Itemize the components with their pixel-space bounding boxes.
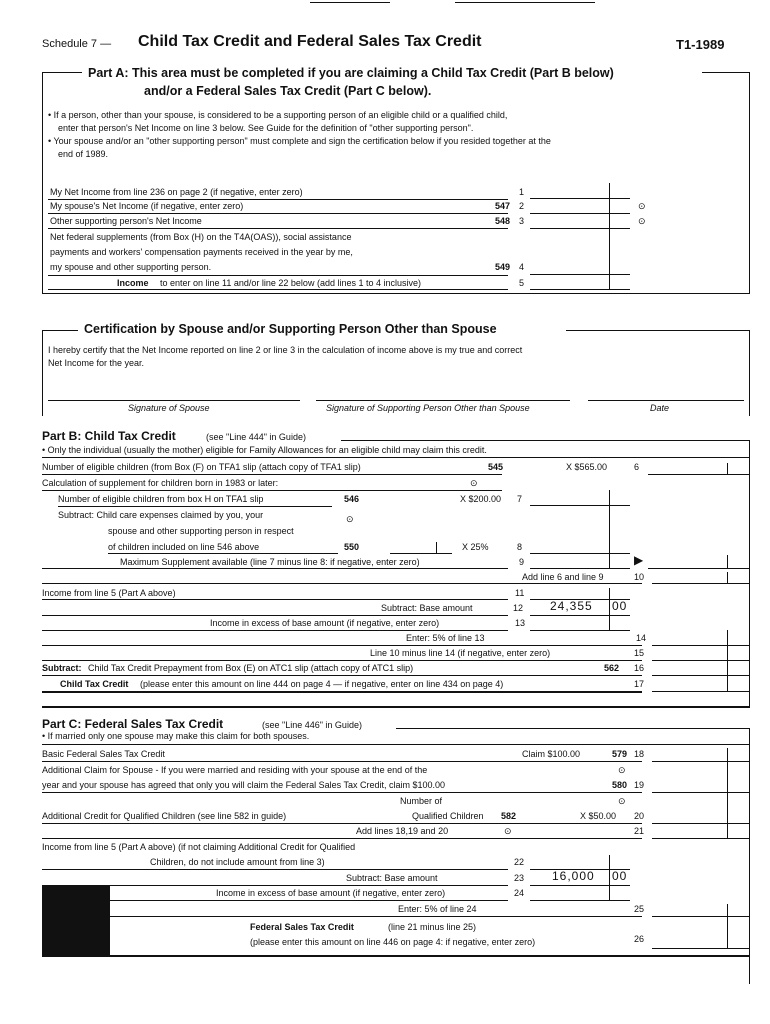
line-24-label: Income in excess of base amount (if negative, enter zero) bbox=[216, 888, 446, 898]
code-582: 582 bbox=[501, 811, 517, 821]
line-19-field[interactable] bbox=[652, 792, 750, 793]
rule bbox=[341, 440, 750, 441]
line-24-field[interactable] bbox=[530, 900, 630, 901]
rule bbox=[749, 440, 750, 707]
rule bbox=[42, 457, 750, 458]
part-a-bullet: enter that person's Net Income on line 3 below. See Guide for the definition of "other supporting person". bbox=[58, 123, 474, 133]
rule bbox=[42, 660, 642, 661]
rule bbox=[648, 568, 750, 569]
line-number: 26 bbox=[634, 934, 645, 944]
line-7-rate: X $200.00 bbox=[460, 494, 502, 504]
line-2-field[interactable] bbox=[530, 213, 630, 214]
line-number: 11 bbox=[515, 588, 525, 598]
line-1-label: My Net Income from line 236 on page 2 (if negative, enter zero) bbox=[50, 187, 303, 197]
line-6-label: Number of eligible children (from Box (F) on TFA1 slip (attach copy of TFA1 slip) bbox=[42, 462, 361, 472]
line-25-label: Enter: 5% of line 24 bbox=[398, 904, 477, 914]
other-signature-field[interactable] bbox=[316, 400, 570, 401]
shaded-block bbox=[42, 885, 110, 956]
code-548: 548 bbox=[495, 216, 511, 226]
rule bbox=[42, 838, 642, 839]
rule bbox=[42, 645, 642, 646]
circle-marker-icon: ⊙ bbox=[346, 514, 354, 524]
line-number: 18 bbox=[634, 749, 645, 759]
line-number: 20 bbox=[634, 811, 645, 821]
rule bbox=[566, 330, 750, 331]
rule bbox=[48, 275, 508, 276]
line-number: 25 bbox=[634, 904, 645, 914]
line-number: 19 bbox=[634, 780, 645, 790]
top-rule bbox=[310, 2, 390, 3]
cents-divider bbox=[609, 183, 610, 290]
rule bbox=[48, 199, 508, 200]
rule bbox=[42, 630, 508, 631]
line-5-label: to enter on line 11 and/or line 22 below (add lines 1 to 4 inclusive) bbox=[160, 278, 421, 288]
line-26-label: (please enter this amount on line 446 on page 4: if negative, enter zero) bbox=[250, 937, 536, 947]
circle-marker-icon: ⊙ bbox=[504, 826, 512, 836]
code-549: 549 bbox=[495, 262, 511, 272]
rule bbox=[42, 330, 78, 331]
line-9-label: Maximum Supplement available (line 7 minus line 8: if negative, enter zero) bbox=[120, 557, 420, 567]
line-18-label: Basic Federal Sales Tax Credit bbox=[42, 749, 165, 759]
cents-divider bbox=[609, 490, 610, 569]
line-number: 7 bbox=[517, 494, 523, 504]
line-17-bold: Child Tax Credit bbox=[60, 679, 129, 689]
line-7-label: Number of eligible children from box H on TFA1 slip bbox=[58, 494, 264, 504]
line-18-claim: Claim $100.00 bbox=[522, 749, 581, 759]
rule bbox=[42, 583, 642, 584]
line-20-label: Additional Credit for Qualified Children (see line 582 in guide) bbox=[42, 811, 287, 821]
code-562: 562 bbox=[604, 663, 620, 673]
rule bbox=[702, 72, 750, 73]
line-15-label: Line 10 minus line 14 (if negative, enter zero) bbox=[370, 648, 551, 658]
date-field[interactable] bbox=[588, 400, 744, 401]
rule bbox=[42, 568, 508, 569]
line-7-field[interactable] bbox=[530, 505, 630, 506]
line-22-label: Children, do not include amount from line 3) bbox=[150, 857, 325, 867]
line-2-label: My spouse's Net Income (if negative, enter zero) bbox=[50, 201, 244, 211]
rule bbox=[110, 916, 642, 917]
base-amount-cents: 00 bbox=[612, 869, 628, 883]
rule bbox=[108, 553, 338, 554]
line-number: 8 bbox=[517, 542, 523, 552]
cents-divider bbox=[436, 542, 437, 553]
cents-divider bbox=[727, 555, 728, 569]
part-a-box bbox=[42, 72, 750, 294]
rule bbox=[530, 615, 630, 616]
rule bbox=[42, 490, 502, 491]
line-3-label: Other supporting person's Net Income bbox=[50, 216, 202, 226]
line-1-field[interactable] bbox=[530, 198, 630, 199]
code-546: 546 bbox=[344, 494, 360, 504]
line-20-qualified: Qualified Children bbox=[412, 811, 484, 821]
circle-marker-icon: ⊙ bbox=[618, 796, 626, 806]
part-b-heading: Part B: Child Tax Credit bbox=[42, 429, 176, 443]
rule bbox=[42, 691, 642, 693]
line-number: 17 bbox=[634, 679, 645, 689]
line-4-label: my spouse and other supporting person. bbox=[50, 262, 212, 272]
line-10-field[interactable] bbox=[652, 583, 750, 584]
line-19-label: year and your spouse has agreed that only you will claim the Federal Sales Tax Credit, claim $100.00 bbox=[42, 780, 446, 790]
line-5-field[interactable] bbox=[530, 289, 630, 290]
code-580: 580 bbox=[612, 780, 628, 790]
line-16-field[interactable] bbox=[652, 675, 750, 676]
certification-text: Net Income for the year. bbox=[48, 358, 145, 368]
rule bbox=[42, 792, 642, 793]
line-17-label: (please enter this amount on line 444 on page 4 — if negative, enter on line 434 on page 4) bbox=[140, 679, 504, 689]
line-6-rate: X $565.00 bbox=[566, 462, 608, 472]
line-11-label: Income from line 5 (Part A above) bbox=[42, 588, 176, 598]
circle-marker-icon: ⊙ bbox=[470, 478, 478, 488]
cents-divider bbox=[727, 630, 728, 692]
rule bbox=[42, 761, 642, 762]
line-number: 13 bbox=[515, 618, 526, 628]
line-13-label: Income in excess of base amount (if negative, enter zero) bbox=[210, 618, 440, 628]
line-23-label: Subtract: Base amount bbox=[346, 873, 438, 883]
line-number: 10 bbox=[634, 572, 645, 582]
rule bbox=[42, 823, 642, 824]
rule bbox=[42, 885, 508, 886]
line-number: 12 bbox=[513, 603, 524, 613]
line-20-rate: X $50.00 bbox=[580, 811, 617, 821]
line-20-number-of: Number of bbox=[400, 796, 443, 806]
line-25-field[interactable] bbox=[652, 916, 750, 917]
line-12-label: Subtract: Base amount bbox=[381, 603, 473, 613]
line-8-input[interactable] bbox=[390, 553, 452, 554]
line-8-label: of children included on line 546 above bbox=[108, 542, 260, 552]
line-5-bold: Income bbox=[117, 278, 149, 288]
page-title: Child Tax Credit and Federal Sales Tax Credit bbox=[138, 33, 482, 50]
line-17-field[interactable] bbox=[652, 691, 750, 692]
line-26-field[interactable] bbox=[652, 948, 750, 949]
rule bbox=[42, 72, 82, 73]
line-number: 5 bbox=[519, 278, 525, 288]
circle-marker-icon: ⊙ bbox=[638, 201, 646, 211]
part-c-guide: (see "Line 446" in Guide) bbox=[262, 720, 362, 730]
line-8-rate: X 25% bbox=[462, 542, 489, 552]
rule bbox=[42, 706, 750, 708]
cents-divider bbox=[727, 463, 728, 475]
line-26-bold: Federal Sales Tax Credit bbox=[250, 922, 354, 932]
line-8-field[interactable] bbox=[530, 553, 630, 554]
rule bbox=[48, 228, 508, 229]
cents-divider bbox=[609, 855, 610, 901]
part-a-bullet: • If a person, other than your spouse, is considered to be a supporting person of an eligible child or a qualified child, bbox=[48, 110, 508, 120]
line-number: 22 bbox=[514, 857, 525, 867]
line-number: 9 bbox=[519, 557, 525, 567]
date-caption: Date bbox=[650, 403, 670, 413]
base-amount-cents: 00 bbox=[612, 599, 628, 613]
line-number: 14 bbox=[636, 633, 647, 643]
part-a-heading-2: and/or a Federal Sales Tax Credit (Part C below). bbox=[144, 84, 432, 98]
line-3-field[interactable] bbox=[530, 228, 630, 229]
line-4-label: Net federal supplements (from Box (H) on the T4A(OAS)), social assistance bbox=[50, 232, 352, 242]
line-13-field[interactable] bbox=[530, 630, 630, 631]
rule bbox=[42, 675, 642, 676]
line-20-field[interactable] bbox=[652, 823, 750, 824]
line-15-field[interactable] bbox=[652, 660, 750, 661]
schedule-label: Schedule 7 — bbox=[42, 38, 112, 50]
calc-label: Calculation of supplement for children born in 1983 or later: bbox=[42, 478, 279, 488]
cents-divider bbox=[727, 748, 728, 839]
rule bbox=[396, 728, 750, 729]
line-10-label: Add line 6 and line 9 bbox=[522, 572, 604, 582]
circle-marker-icon: ⊙ bbox=[638, 216, 646, 226]
line-6-field[interactable] bbox=[648, 474, 750, 475]
line-number: 24 bbox=[514, 888, 525, 898]
line-22-label: Income from line 5 (Part A above) (if not claiming Additional Credit for Qualified bbox=[42, 842, 356, 852]
rule bbox=[42, 615, 508, 616]
line-9-field[interactable] bbox=[530, 568, 630, 569]
line-16-bold: Subtract: bbox=[42, 663, 82, 673]
line-number: 6 bbox=[634, 462, 640, 472]
rule bbox=[48, 289, 508, 290]
cents-divider bbox=[727, 904, 728, 949]
line-number: 23 bbox=[514, 873, 525, 883]
form-id: T1-1989 bbox=[676, 37, 725, 52]
certification-text: I hereby certify that the Net Income reported on line 2 or line 3 in the calculation of income above is my true and correct bbox=[48, 345, 523, 355]
line-14-label: Enter: 5% of line 13 bbox=[406, 633, 485, 643]
circle-marker-icon: ⊙ bbox=[618, 765, 626, 775]
line-number: 21 bbox=[634, 826, 645, 836]
line-21-field[interactable] bbox=[652, 838, 750, 839]
rule bbox=[42, 744, 750, 745]
rule bbox=[48, 213, 508, 214]
line-number: 15 bbox=[634, 648, 645, 658]
rule bbox=[58, 506, 332, 507]
spouse-signature-caption: Signature of Spouse bbox=[128, 403, 210, 413]
other-signature-caption: Signature of Supporting Person Other than Spouse bbox=[326, 403, 530, 413]
line-8-label: spouse and other supporting person in respect bbox=[108, 526, 294, 536]
arrow-icon: ▶ bbox=[634, 553, 644, 567]
code-547: 547 bbox=[495, 201, 511, 211]
line-4-field[interactable] bbox=[530, 274, 630, 275]
base-amount-value: 16,000 bbox=[552, 869, 595, 883]
line-26-label: (line 21 minus line 25) bbox=[388, 922, 477, 932]
part-a-bullet: end of 1989. bbox=[58, 149, 109, 159]
top-rule bbox=[455, 2, 595, 3]
cents-divider bbox=[727, 572, 728, 584]
line-number: 3 bbox=[519, 216, 525, 226]
base-amount-value: 24,355 bbox=[550, 599, 593, 613]
part-c-heading: Part C: Federal Sales Tax Credit bbox=[42, 717, 224, 731]
line-4-label: payments and workers' compensation payments received in the year by me, bbox=[50, 247, 353, 257]
rule bbox=[42, 474, 502, 475]
rule bbox=[749, 728, 750, 984]
line-16-label: Child Tax Credit Prepayment from Box (E) on ATC1 slip (attach copy of ATC1 slip) bbox=[88, 663, 414, 673]
code-579: 579 bbox=[612, 749, 628, 759]
line-number: 4 bbox=[519, 262, 525, 272]
line-14-field[interactable] bbox=[652, 645, 750, 646]
rule bbox=[530, 885, 630, 886]
code-545: 545 bbox=[488, 462, 504, 472]
part-b-guide: (see "Line 444" in Guide) bbox=[206, 432, 306, 442]
line-8-label: Subtract: Child care expenses claimed by you, your bbox=[58, 510, 264, 520]
part-a-heading: Part A: This area must be completed if you are claiming a Child Tax Credit (Part B below) bbox=[88, 66, 614, 80]
part-b-bullet: • Only the individual (usually the mother) eligible for Family Allowances for an eligible child may claim this credit. bbox=[42, 445, 487, 455]
rule bbox=[42, 955, 750, 957]
part-c-bullet: • If married only one spouse may make this claim for both spouses. bbox=[42, 731, 310, 741]
line-number: 16 bbox=[634, 663, 645, 673]
code-550: 550 bbox=[344, 542, 360, 552]
rule bbox=[110, 900, 508, 901]
certification-heading: Certification by Spouse and/or Supporting Person Other than Spouse bbox=[84, 322, 497, 336]
rule bbox=[42, 869, 508, 870]
line-19-label: Additional Claim for Spouse - If you were married and residing with your spouse at the end of the bbox=[42, 765, 428, 775]
spouse-signature-field[interactable] bbox=[48, 400, 300, 401]
line-18-field[interactable] bbox=[652, 761, 750, 762]
part-a-bullet: • Your spouse and/or an "other supporting person" must complete and sign the certification below if you resided together at the bbox=[48, 136, 551, 146]
rule bbox=[42, 599, 508, 600]
cents-divider bbox=[609, 588, 610, 631]
line-number: 2 bbox=[519, 201, 525, 211]
line-21-label: Add lines 18,19 and 20 bbox=[356, 826, 449, 836]
line-number: 1 bbox=[519, 187, 525, 197]
